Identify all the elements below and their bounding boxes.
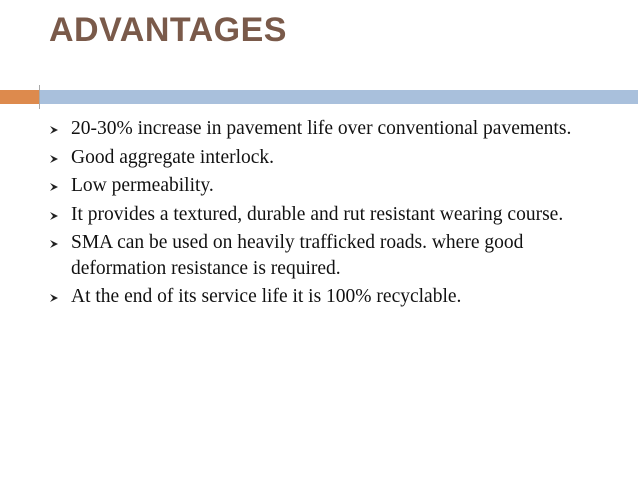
bullet-text: SMA can be used on heavily trafficked roads. where good deformation resistance is required. bbox=[71, 232, 524, 279]
bullet-text: Good aggregate interlock. bbox=[71, 146, 275, 168]
bullet-item bbox=[0, 173, 638, 199]
bullet-text: Low permeability. bbox=[71, 175, 214, 196]
arrow-bullet-icon bbox=[49, 125, 59, 135]
bullet-item bbox=[0, 284, 638, 310]
bullet-item bbox=[0, 145, 638, 171]
header-accent-blue bbox=[40, 90, 638, 104]
bullet-item bbox=[0, 202, 638, 228]
arrow-bullet-icon bbox=[49, 182, 59, 192]
bullet-item bbox=[0, 116, 638, 142]
bullet-item bbox=[0, 230, 638, 281]
arrow-bullet-icon bbox=[49, 239, 59, 249]
bullet-text: 20-30% increase in pavement life over conventional pavements. bbox=[71, 118, 572, 139]
header-accent-orange bbox=[0, 90, 39, 104]
bullet-text: It provides a textured, durable and rut resistant wearing course. bbox=[71, 203, 564, 225]
arrow-bullet-icon bbox=[49, 154, 59, 164]
arrow-bullet-icon bbox=[49, 211, 59, 221]
arrow-bullet-icon bbox=[49, 293, 59, 303]
bullet-list bbox=[0, 116, 638, 313]
bullet-text: At the end of its service life it is 100% recyclable. bbox=[71, 286, 462, 307]
slide-title: ADVANTAGES bbox=[49, 11, 287, 49]
